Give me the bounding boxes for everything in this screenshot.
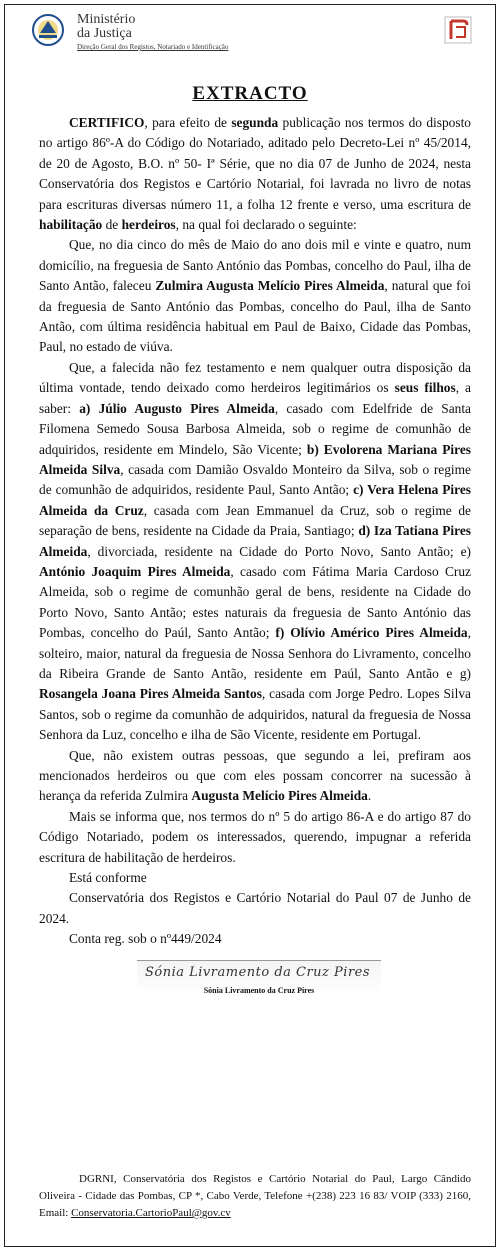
footer-text: DGRNI, Conservatória dos Registos e Cartório Notarial do Paul, Largo Cândido Oliveira - Cidade das Pombas, CP *, Cabo Verde, Telefone +(238) 223 16 83/ VOIP (333) 2160, Email: — [39, 1173, 471, 1219]
document-title: EXTRACTO — [192, 83, 308, 104]
text: Que, não existem outras pessoas, que segundo a lei, prefiram aos mencionados herdeiros ou que com eles possam concorrer na sucessão à herança da referida Zulmira — [39, 747, 471, 804]
text: , solteiro, maior, natural da freguesia de Nossa Senhora do Livramento, concelho da Ribeira Grande de Santo Antão, residente em Paúl, Santo Antão e g) — [39, 625, 471, 681]
paragraph-place-date: Conservatória dos Registos e Cartório Notarial do Paul 07 de Junho de 2024. — [39, 890, 471, 926]
text: , casada com Damião Osvaldo Monteiro da Silva, sob o regime de comunhão de adquiridos, residente Paul, Santo Antão; — [39, 461, 471, 498]
text: , casado com Edelfride de Santa Filomena Semedo Sousa Barbosa Almeida, sob o regime de comunhão de adquiridos, residente em Mindelo, São Vicente; — [39, 400, 471, 457]
handwritten-signature: Sónia Livramento da Cruz Pires — [145, 964, 371, 980]
paragraph-death — [39, 235, 471, 357]
ministry-line-2: da Justiça — [77, 26, 132, 41]
text-bold: seus filhos — [394, 380, 456, 396]
ministry-line-1: Ministério — [77, 12, 136, 27]
signature-block — [39, 956, 471, 1002]
text: , divorciada, residente na Cidade do Porto Novo, Santo Antão; e) — [87, 543, 471, 559]
text: , casada com Jean Emmanuel da Cruz, sob o regime de separação de bens, residente na Cidade da Praia, Santiago; — [39, 502, 471, 539]
signatory-name: Sónia Livramento da Cruz Pires — [203, 985, 315, 995]
document-header — [5, 5, 495, 63]
document-body — [39, 113, 471, 1002]
text: , na qual foi declarado o seguinte: — [175, 217, 357, 233]
text: Que, a falecida não fez testamento e nem qualquer outra disposição da última vontade, tendo deixado como herdeiros legitimários os — [39, 359, 471, 396]
text: de — [102, 217, 122, 233]
text-bold: habilitação — [39, 217, 103, 233]
text: , casada com Jorge Pedro. Lopes Silva Santos, sob o regime da comunhão de adquiridos, natural da freguesia de Nossa Senhora da Luz, concelho e ilha de São Vicente, residente em Portugal. — [39, 686, 471, 743]
text-bold: f) Olívio Américo Pires Almeida — [275, 625, 468, 641]
text-bold: a) Júlio Augusto Pires Almeida — [79, 400, 275, 416]
text-bold: d) Iza Tatiana Pires Almeida — [39, 523, 472, 559]
text-bold: Augusta Melício Pires Almeida — [191, 788, 368, 804]
text: publicação nos termos do disposto no artigo 86º-A do Código do Notariado, aditado pelo Decreto-Lei nº 45/2014, de 20 de Agosto, B.O. nº 50- Iª Série, que no dia 07 de Junho de 2024, nesta Conservatória dos Registos e Cartório Notarial, foi lavrada no livro de notas para escrituras diversas número 11, a folha 12 frente e verso, uma escritura de — [39, 115, 471, 212]
paragraph-heirs — [39, 358, 471, 746]
text-bold: António Joaquim Pires Almeida — [39, 563, 231, 579]
document-footer — [39, 1171, 471, 1222]
dgrni-logo-icon — [443, 15, 473, 45]
text-bold: c) Vera Helena Pires Almeida da Cruz — [39, 482, 471, 518]
paragraph-certifico — [39, 113, 471, 235]
text-bold: CERTIFICO — [69, 115, 145, 130]
text-bold: segunda — [231, 115, 279, 130]
text: , a saber: — [39, 380, 471, 416]
text-bold: Zulmira Augusta Melício Pires Almeida — [155, 278, 385, 294]
national-emblem-icon — [31, 13, 65, 47]
text-bold: b) Evolorena Mariana Pires Almeida Silva — [39, 441, 471, 477]
text: , casado com Fátima Maria Cardoso Cruz Almeida, sob o regime de comunhão geral de bens, residente na Cidade do Porto Novo, Santo Antão; estes naturais da freguesia de Santo António das Pombas, concelho do Paúl, Santo Antão; — [39, 563, 471, 641]
text: Que, no dia cinco do mês de Maio do ano dois mil e vinte e quatro, num domicílio, na freguesia de Santo António das Pombas, concelho do Paul, ilha de Santo Antão, faleceu — [39, 237, 471, 294]
text-bold: herdeiros — [121, 217, 176, 233]
text: , para efeito de — [144, 115, 232, 130]
text-bold: Rosangela Joana Pires Almeida Santos — [39, 686, 262, 702]
paragraph-no-others — [39, 746, 471, 807]
signature-box — [137, 960, 381, 995]
ministry-subtitle: Direção Geral dos Registos, Notariado e Identificação — [77, 43, 229, 51]
paragraph-conta: Conta reg. sob o nº449/2024 — [69, 931, 222, 947]
paragraph-impugnar: Mais se informa que, nos termos do nº 5 do artigo 86-A e do artigo 87 do Código Notariado, podem os interessados, querendo, impugnar a referida escritura de habilitação de herdeiros. — [39, 808, 471, 865]
ministry-name — [77, 13, 228, 52]
document-page — [4, 4, 496, 1247]
text: , natural que foi da freguesia de Santo António das Pombas, concelho do Paul, ilha de Santo Antão, com última residência habitual em Paul de Baixo, Cidade das Pombas, Paul, no estado de viúva. — [39, 278, 471, 355]
text: . — [367, 788, 372, 804]
footer-email-link[interactable]: Conservatoria.CartorioPaul@gov.cv — [71, 1207, 231, 1219]
paragraph-conforme: Está conforme — [69, 870, 147, 886]
